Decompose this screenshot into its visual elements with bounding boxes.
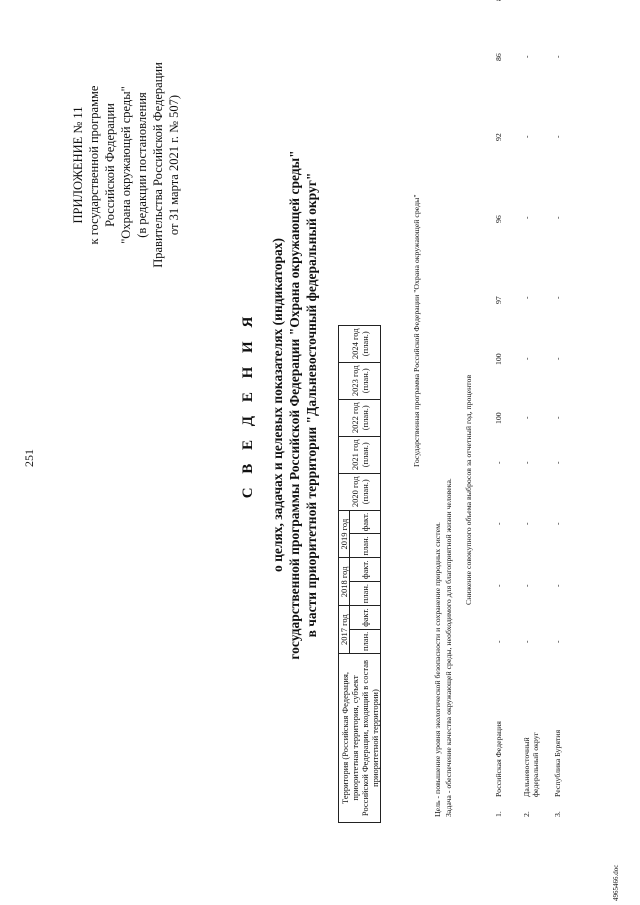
row-value: - [522,461,531,464]
row-value: - [553,55,562,58]
future-year-header: 2020 год (план.) [339,473,381,510]
fact-header: факт. [350,510,381,534]
territory-header: Территория (Российская Федерация, приоритетная территория, субъект Российской Федерации, входящий в состав приоритетной территории) [339,654,381,823]
appendix-line: Правительства Российской Федерации [151,62,165,268]
goal-line: Цель - повышение уровня экологической безопасности и сохранение природных систем. [433,522,442,817]
row-value: - [553,216,562,219]
row-value: - [522,522,531,525]
row-value: 100 [494,353,503,365]
row-value: - [494,522,503,525]
fact-header: факт. [350,606,381,630]
table-row [553,0,573,817]
future-year-header: 2022 год (план.) [339,399,381,436]
appendix-line: ПРИЛОЖЕНИЕ № 11 [71,106,85,224]
row-value: - [522,640,531,643]
fact-header: факт. [350,558,381,582]
row-value: 96 [494,215,503,223]
page-number: 251 [22,449,36,467]
row-territory: Российская Федерация [494,721,503,797]
row-value: - [553,522,562,525]
row-territory: Республика Бурятия [553,729,562,797]
plan-header: план. [350,582,381,606]
year-header: 2018 год [339,558,350,606]
appendix-block [70,35,182,295]
row-value: - [522,357,531,360]
document-title [240,135,320,675]
row-value [494,0,503,1]
row-value: - [522,584,531,587]
row-value: - [494,461,503,464]
appendix-line: к государственной программе [87,85,101,245]
title-line: о целях, задачах и целевых показателях (индикаторах) [270,237,285,573]
year-header: 2017 год [339,606,350,654]
title-heading: С В Е Д Е Н И Я [240,311,256,499]
future-year-header: 2023 год (план.) [339,362,381,399]
row-value: 92 [494,133,503,141]
program-line: Государственная программа Российской Федерации "Охрана окружающей среды" [412,194,421,467]
task-line: Задача - обеспечение качества окружающей среды, необходимого для благоприятной жизни человека. [444,478,453,817]
title-line: в части приоритетной территории "Дальневосточный федеральный округ" [304,172,319,638]
row-value: - [522,416,531,419]
title-line: государственной программы Российской Федерации "Охрана окружающей среды" [287,150,302,660]
row-value: - [522,55,531,58]
row-value: - [553,461,562,464]
appendix-line: (в редакции постановления [135,92,149,238]
row-number: 1. [494,811,503,817]
row-value: - [553,640,562,643]
plan-header: план. [350,629,381,653]
row-value: - [522,296,531,299]
row-value: 97 [494,296,503,304]
indicators-table [338,325,381,823]
row-value: 86 [494,53,503,61]
row-value: - [553,357,562,360]
plan-header: план. [350,534,381,558]
row-number: 3. [553,811,562,817]
row-value: - [522,216,531,219]
row-value: - [553,296,562,299]
row-value: - [494,584,503,587]
row-value: - [553,584,562,587]
appendix-line: "Охрана окружающей среды" [119,86,133,244]
row-value: - [553,416,562,419]
appendix-line: от 31 марта 2021 г. № 507) [167,94,181,236]
row-value: - [522,135,531,138]
row-value: - [553,135,562,138]
row-value: 100 [494,412,503,424]
future-year-header: 2024 год (план.) [339,325,381,362]
row-number: 2. [522,811,531,817]
row-value: - [494,640,503,643]
row-territory: Дальневосточный федеральный округ [522,732,540,797]
footer-filename: 4965466.doc [612,864,620,901]
year-header: 2019 год [339,510,350,558]
appendix-line: Российской Федерации [103,103,117,227]
indicator-line: Снижение совокупного объема выбросов за отчетный год, процентов [464,374,473,605]
future-year-header: 2021 год (план.) [339,436,381,473]
